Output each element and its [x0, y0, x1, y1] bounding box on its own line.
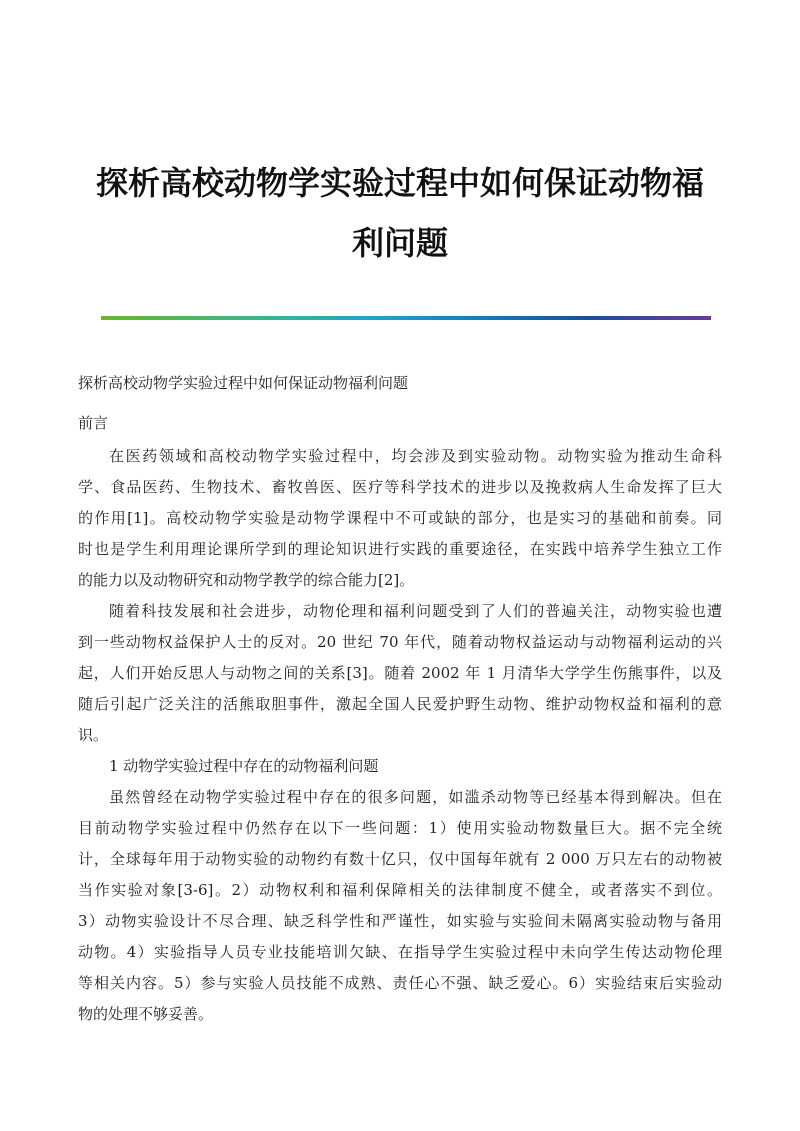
subtitle: 探析高校动物学实验过程中如何保证动物福利问题 [78, 374, 409, 392]
document-title-line-2: 利问题 [351, 224, 448, 262]
paragraph-line: 当作实验对象[3-6]。2）动物权利和福利保障相关的法律制度不健全，或者落实不到位。 [78, 881, 722, 899]
paragraph-line: 的能力以及动物研究和动物学教学的综合能力[2]。 [78, 571, 415, 589]
preface-heading: 前言 [78, 414, 109, 432]
paragraph-3 [78, 782, 722, 1030]
paragraph-line: 到一些动物权益保护人士的反对。20 世纪 70 年代，随着动物权益运动与动物福利运动的兴 [78, 633, 722, 651]
document-body [78, 368, 722, 1030]
section-heading: 1 动物学实验过程中存在的动物福利问题 [109, 757, 379, 775]
document-title-line-1: 探析高校动物学实验过程中如何保证动物福 [95, 164, 704, 202]
paragraph-line: 时也是学生利用理论课所学到的理论知识进行实践的重要途径，在实践中培养学生独立工作 [78, 540, 722, 558]
paragraph-line: 物的处理不够妥善。 [78, 1005, 214, 1023]
gradient-divider [101, 316, 711, 320]
paragraph-line: 在医药领域和高校动物学实验过程中，均会涉及到实验动物。动物实验为推动生命科 [109, 447, 722, 465]
paragraph-line: 的作用[1]。高校动物学实验是动物学课程中不可或缺的部分，也是实习的基础和前奏。同 [78, 509, 722, 527]
paragraph-2 [78, 596, 722, 751]
paragraph-line: 随后引起广泛关注的活熊取胆事件，激起全国人民爱护野生动物、维护动物权益和福利的意 [78, 695, 722, 713]
paragraph-line: 计，全球每年用于动物实验的动物约有数十亿只，仅中国每年就有 2 000 万只左右的动物被 [78, 850, 722, 868]
paragraph-line: 虽然曾经在动物学实验过程中存在的很多问题，如滥杀动物等已经基本得到解决。但在 [109, 788, 722, 806]
paragraph-line: 起，人们开始反思人与动物之间的关系[3]。随着 2002 年 1 月清华大学学生伤熊事件，以及 [78, 664, 722, 682]
paragraph-line: 动物。4）实验指导人员专业技能培训欠缺、在指导学生实验过程中未向学生传达动物伦理 [78, 943, 722, 961]
paragraph-line: 目前动物学实验过程中仍然存在以下一些问题：1）使用实验动物数量巨大。据不完全统 [78, 819, 722, 837]
paragraph-1 [78, 441, 722, 596]
paragraph-line: 学、食品医药、生物技术、畜牧兽医、医疗等科学技术的进步以及挽救病人生命发挥了巨大 [78, 478, 722, 496]
paragraph-line: 随着科技发展和社会进步，动物伦理和福利问题受到了人们的普遍关注，动物实验也遭 [109, 602, 722, 620]
paragraph-line: 等相关内容。5）参与实验人员技能不成熟、责任心不强、缺乏爱心。6）实验结束后实验动 [78, 974, 722, 992]
paragraph-line: 识。 [78, 726, 109, 744]
paragraph-line: 3）动物实验设计不尽合理、缺乏科学性和严谨性，如实验与实验间未隔离实验动物与备用 [78, 912, 722, 930]
